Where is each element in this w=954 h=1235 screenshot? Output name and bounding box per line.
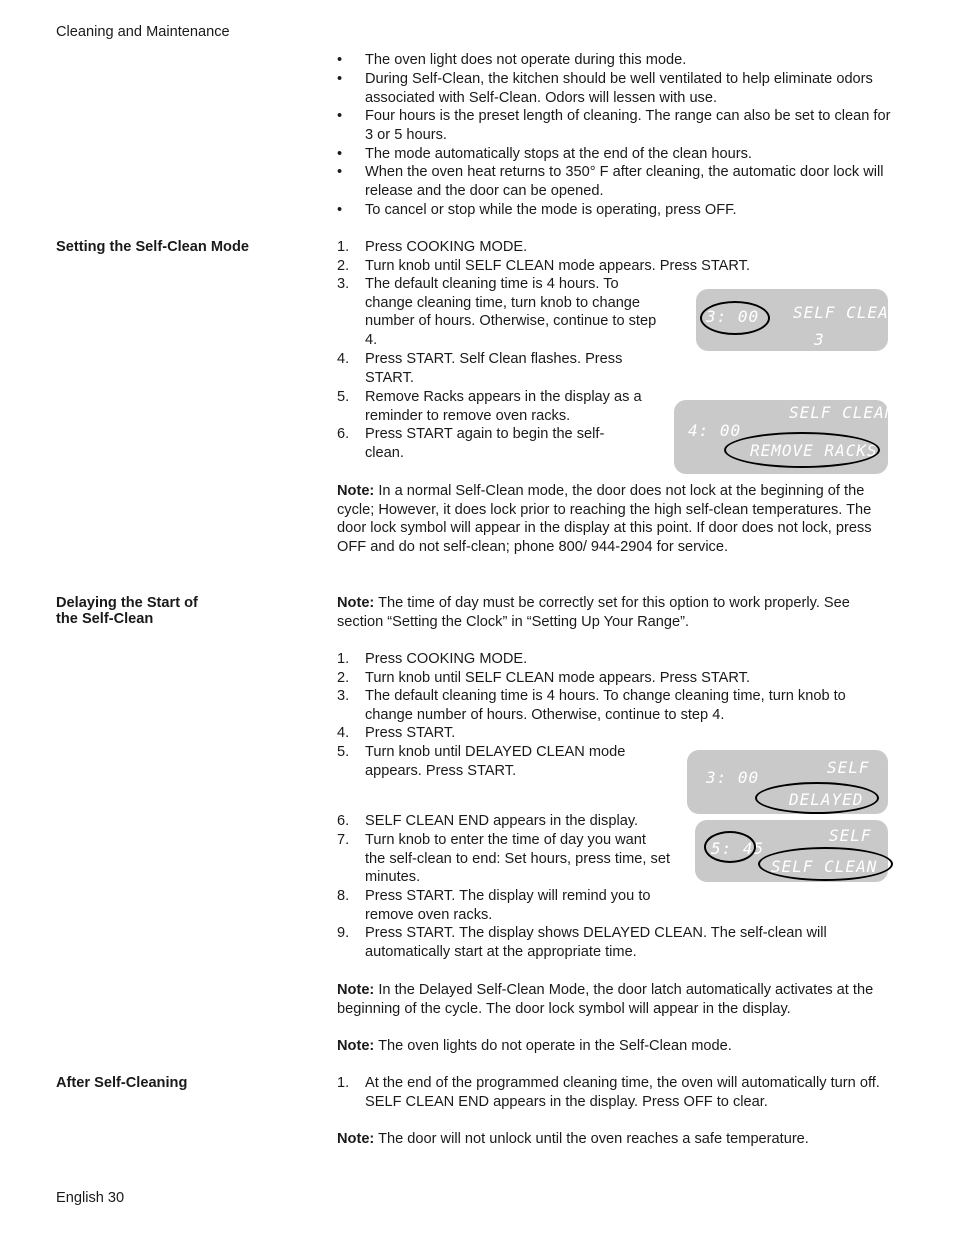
display-time: 3: 00 bbox=[706, 768, 760, 787]
note-door-latch: Note: In the Delayed Self-Clean Mode, the door latch automatically activates at the beginning of the cycle. The door lock symbol will appear in the display. bbox=[337, 982, 874, 1017]
display-mode: SELF bbox=[829, 826, 872, 845]
note-clock: Note: The time of day must be correctly set for this option to work properly. See section “Setting the Clock” in “Setting Up Your Range”. bbox=[337, 595, 850, 630]
display-mode: SELF CLEAN bbox=[793, 303, 900, 322]
highlight-circle bbox=[700, 301, 770, 335]
display-message: SELF CLEAN END bbox=[771, 857, 920, 876]
section-heading-setting-self-clean: Setting the Self-Clean Mode bbox=[56, 239, 249, 255]
display-time: 4: 00 bbox=[688, 421, 742, 440]
display-value: 3 bbox=[814, 330, 825, 349]
display-message: DELAYED bbox=[789, 790, 864, 809]
note-door-unlock: Note: The door will not unlock until the oven reaches a safe temperature. bbox=[337, 1131, 809, 1147]
display-message: REMOVE RACKS bbox=[750, 441, 878, 460]
section-heading-delayed-start: Delaying the Start of the Self-Clean bbox=[56, 595, 198, 627]
highlight-circle bbox=[704, 831, 756, 863]
display-time: 5: 45 bbox=[711, 839, 765, 858]
display-time: 3: 00 bbox=[706, 307, 760, 326]
highlight-oval bbox=[724, 432, 880, 468]
note-oven-lights: Note: The oven lights do not operate in the Self-Clean mode. bbox=[337, 1038, 732, 1054]
section-heading-after-self-cleaning: After Self-Cleaning bbox=[56, 1075, 188, 1091]
note-door-lock: Note: In a normal Self-Clean mode, the door does not lock at the beginning of the cycle; However, it does lock prior to reaching the high self-clean temperatures. The door lock symbol will appear in the display at this point. If door does not lock, press OFF and do not self-clean; phone 800/ 944-2904 for service. bbox=[337, 483, 872, 556]
highlight-oval bbox=[755, 782, 879, 814]
display-mode: SELF CLEAN bbox=[789, 403, 896, 422]
display-mode: SELF bbox=[827, 758, 870, 777]
page-footer: English 30 bbox=[56, 1190, 125, 1206]
page-header: Cleaning and Maintenance bbox=[56, 24, 230, 40]
highlight-oval bbox=[758, 847, 893, 881]
